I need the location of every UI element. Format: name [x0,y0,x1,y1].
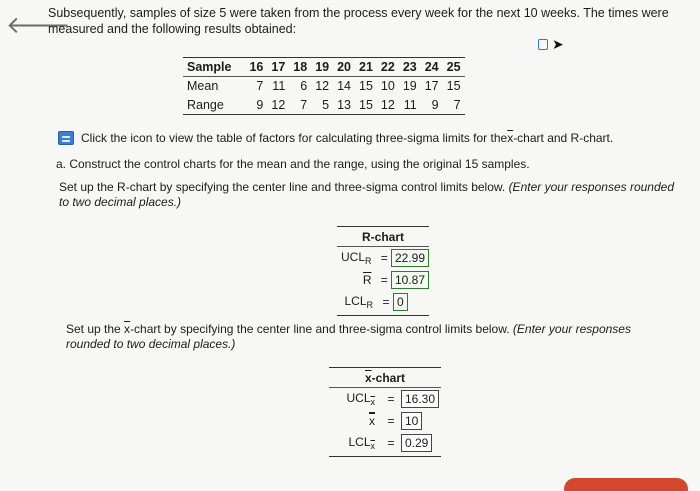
range-value-cell: 12 [380,97,395,112]
lcl-r-input[interactable]: 0 [393,293,408,311]
sample-number-cell: 18 [293,60,308,74]
x-chart-instruction-text-after: -chart by specifying the center line and three-sigma control limits below. [130,322,513,336]
mean-value-cell: 6 [300,79,308,94]
part-a-label: a. Construct the control charts for the mean and the range, using the original 15 samples. [56,157,530,171]
table-row-mean [183,77,465,96]
back-arrow-icon[interactable]: 🡐 [6,12,71,39]
equals-sign: = [380,251,388,265]
equals-sign: = [387,436,395,450]
x-chart-ucl-row [329,388,441,410]
r-chart-table [337,226,429,316]
equals-sign: = [387,414,395,428]
copy-icon[interactable] [538,39,548,50]
mean-value-cell: 11 [272,79,286,94]
equals-sign: = [380,273,388,287]
sample-number-cell: 19 [315,60,330,74]
cursor-icon: ➤ [552,36,564,52]
mean-value-cell: 15 [446,79,461,94]
ucl-x-label: $UCL_{\overline{x}}$ [346,391,375,407]
factor-link-row [58,131,613,145]
x-chart-center-row [329,410,441,432]
r-chart-center-row [337,269,429,291]
sample-number-cell: 22 [380,60,395,74]
lcl-x-label: $LCL_{\overline{x}}$ [348,435,375,451]
ucl-x-input[interactable]: 16.30 [401,390,439,408]
sample-number-cell: 23 [402,60,417,74]
range-value-cell: 15 [359,97,373,112]
row-label-range: Range [187,97,224,112]
r-chart-ucl-row [337,247,429,269]
factor-link-text-before: Click the icon to view the table of factors for calculating three-sigma limits for the [81,131,508,145]
range-value-cell: 9 [256,97,264,112]
xdoublebar-label: $\overline{x}$ [369,414,375,428]
x-chart-lcl-row [329,432,441,454]
sample-number-cell: 21 [359,60,373,74]
ucl-r-label: $UCL_R$ [341,250,372,266]
table-bottom-rule [337,315,429,316]
ucl-r-input[interactable]: 22.99 [391,249,429,267]
x-chart-instruction-note: (Enter your responses rounded to two decimal places.) [66,322,631,351]
row-label-sample: Sample [187,60,232,74]
mean-value-cell: 12 [315,79,330,94]
mean-value-cell: 7 [256,79,264,94]
mean-value-cell: 19 [402,79,417,94]
table-header-row [183,58,465,77]
rbar-input[interactable]: 10.87 [391,271,429,289]
rbar-label: $\overline{R}$ [362,273,372,287]
range-value-cell: 9 [431,97,439,112]
range-value-cell: 11 [403,97,417,112]
equals-sign: = [387,392,395,406]
sample-number-cell: 25 [446,60,461,74]
r-chart-title: R-chart [337,226,429,247]
sample-number-cell: 24 [424,60,439,74]
range-value-cell: 7 [300,97,308,112]
equals-sign: = [382,295,390,309]
mean-value-cell: 14 [337,79,351,94]
x-chart-instructions [66,322,676,352]
range-value-cell: 13 [337,97,351,112]
lcl-x-input[interactable]: 0.29 [401,434,432,452]
mean-value-cell: 17 [424,79,439,94]
r-chart-instructions [59,180,679,210]
range-value-cell: 5 [322,97,330,112]
bottom-action-button[interactable] [564,478,688,491]
xbar-symbol: $\overline{x}$ [507,131,514,145]
lcl-r-label: $LCL_R$ [344,294,373,310]
xbar-symbol: $\overline{x}$ [124,322,131,336]
table-row-range [183,96,465,115]
center-x-input[interactable]: 10 [401,412,422,430]
sample-number-cell: 17 [271,60,286,74]
samples-table [183,57,465,115]
range-value-cell: 7 [453,97,461,112]
x-chart-title: $\overline{x}$-chart [329,367,441,388]
mean-value-cell: 15 [359,79,373,94]
range-value-cell: 12 [271,97,286,112]
intro-text: Subsequently, samples of size 5 were taken from the process every week for the next 10 weeks. The times were measured and the following results obtained: [48,6,669,36]
r-chart-instruction-note: (Enter your responses rounded to two decimal places.) [59,180,674,209]
factor-table-icon[interactable] [58,131,74,145]
sample-number-cell: 20 [337,60,351,74]
x-chart-instruction-text-before: Set up the [66,322,125,336]
mean-value-cell: 10 [380,79,395,94]
x-chart-table [329,367,441,457]
row-label-mean: Mean [187,79,219,94]
sample-number-cell: 16 [249,60,264,74]
table-bottom-rule [329,456,441,457]
factor-link-text-after: -chart and R-chart. [513,131,614,145]
toolbar-icons [538,38,574,52]
r-chart-lcl-row [337,291,429,313]
r-chart-instruction-text: Set up the R-chart by specifying the center line and three-sigma control limits below. [59,180,509,194]
